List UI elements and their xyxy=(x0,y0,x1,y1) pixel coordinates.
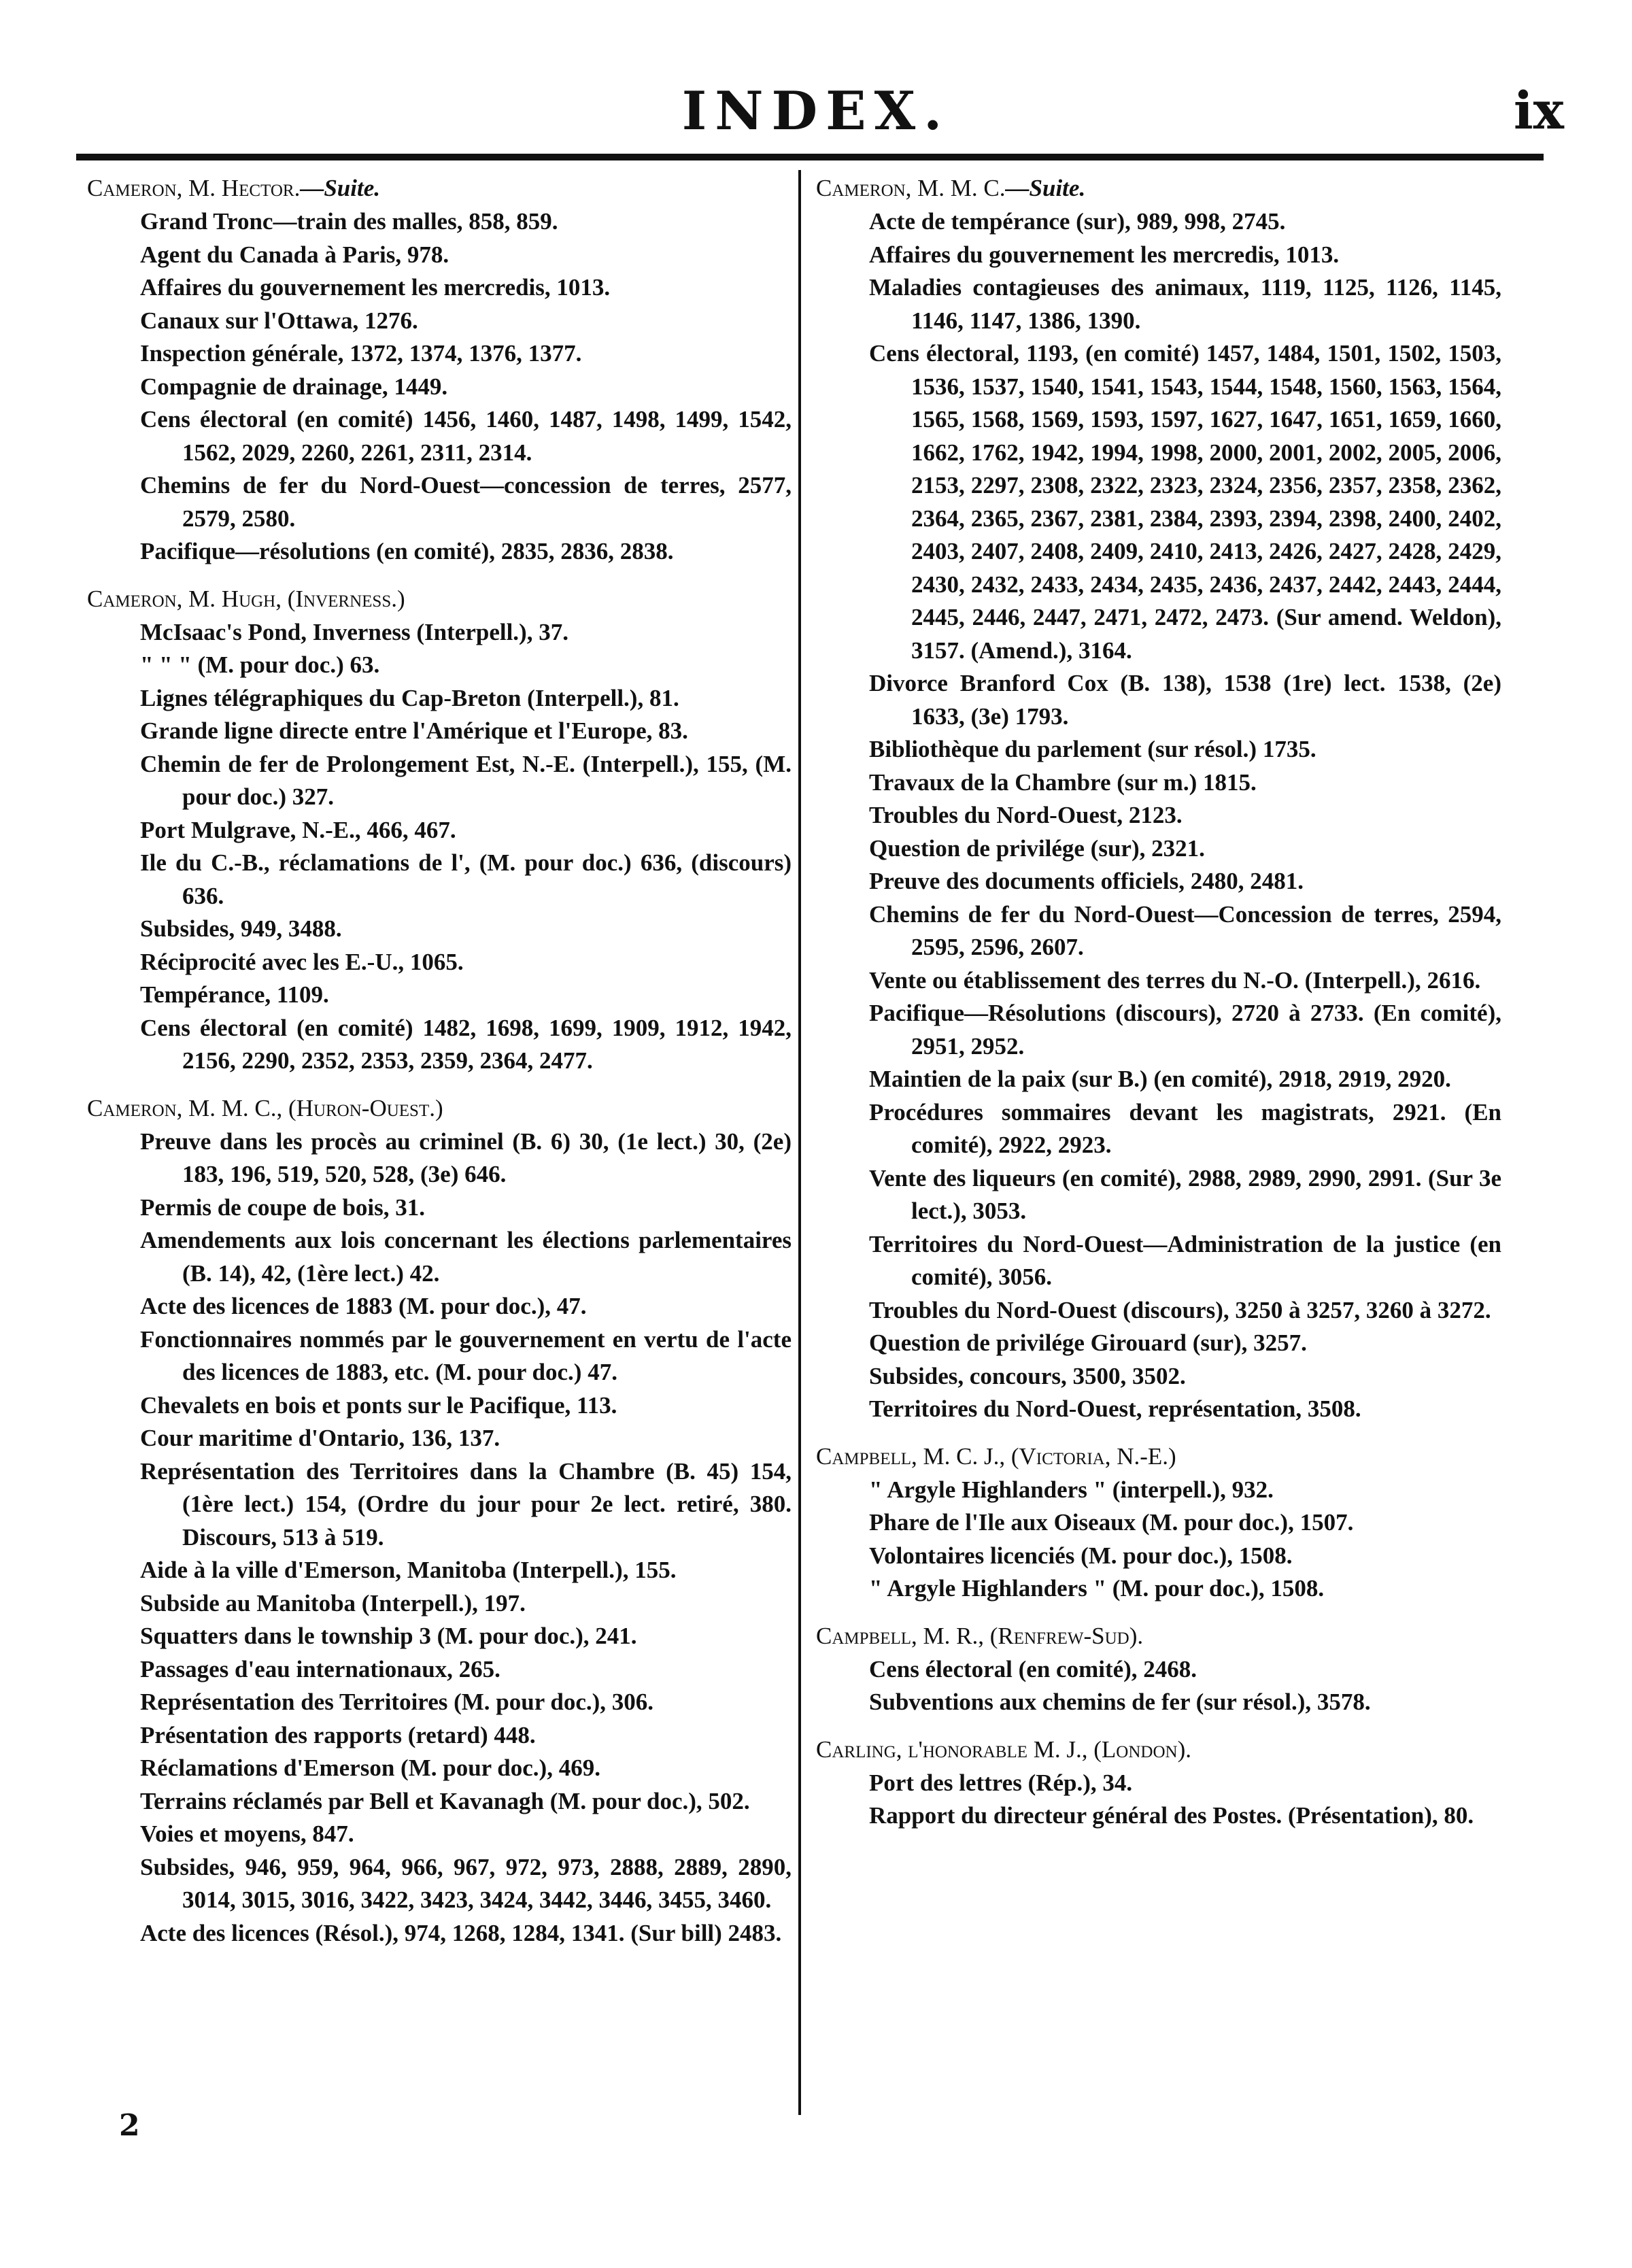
index-entry: Territoires du Nord-Ouest—Administration de la justice (en comité), 3056. xyxy=(869,1230,1501,1290)
index-entry: Port des lettres (Rép.), 34. xyxy=(869,1769,1133,1796)
index-entry: Subsides, concours, 3500, 3502. xyxy=(869,1362,1186,1389)
index-entry: McIsaac's Pond, Inverness (Interpell.), 37. xyxy=(140,618,568,645)
index-entry: Chemins de fer du Nord-Ouest—concession de terres, 2577, 2579, 2580. xyxy=(140,472,792,532)
heading-name: Cameron, M. Hugh, (Inverness.) xyxy=(87,585,405,612)
index-entry: Cens électoral (en comité), 2468. xyxy=(869,1655,1197,1682)
index-entry: Question de privilége Girouard (sur), 3257. xyxy=(869,1330,1307,1356)
index-entry: Inspection générale, 1372, 1374, 1376, 1377. xyxy=(140,340,582,367)
index-entry: Cens électoral, 1193, (en comité) 1457, 1484, 1501, 1502, 1503, 1536, 1537, 1540, 1541, 1543, 1544, 1548, 1560, 1563, 1564, 1565, 1568, 1569, 1593, 1597, 1627, 1647, 1651, 1659, 1660, 1662, 1762, 1942, 1994, 1998, 2000, 2001, 2002, 2005, 2006, 2153, 2297, 2308, 2322, 2323, 2324, 2356, 2357, 2358, 2362, 2364, 2365, 2367, 2381, 2384, 2393, 2394, 2398, 2400, 2402, 2403, 2407, 2408, 2409, 2410, 2413, 2426, 2427, 2428, 2429, 2430, 2432, 2433, 2434, 2435, 2436, 2437, 2442, 2443, 2444, 2445, 2446, 2447, 2471, 2472, 2473. (Sur amend. Weldon), 3157. (Amend.), 3164. xyxy=(869,340,1501,664)
index-entry: Bibliothèque du parlement (sur résol.) 1735. xyxy=(869,736,1316,762)
index-entry: Représentation des Territoires dans la Chambre (B. 45) 154, (1ère lect.) 154, (Ordre du jour pour 2e lect. retiré, 380. Discours, 513 à 519. xyxy=(140,1457,792,1551)
index-entry: Chemin de fer de Prolongement Est, N.-E. (Interpell.), 155, (M. pour doc.) 327. xyxy=(140,750,792,810)
index-heading xyxy=(87,171,792,205)
index-entry: Passages d'eau internationaux, 265. xyxy=(140,1655,500,1682)
index-entry: Subsides, 949, 3488. xyxy=(140,915,342,942)
index-entry: " " " (M. pour doc.) 63. xyxy=(140,651,380,678)
index-entry: Cens électoral (en comité) 1456, 1460, 1487, 1498, 1499, 1542, 1562, 2029, 2260, 2261, 2311, 2314. xyxy=(140,406,792,466)
index-entry: Procédures sommaires devant les magistrats, 2921. (En comité), 2922, 2923. xyxy=(869,1098,1501,1158)
index-entry: Grand Tronc—train des malles, 858, 859. xyxy=(140,208,558,235)
index-entry: Représentation des Territoires (M. pour doc.), 306. xyxy=(140,1689,654,1715)
index-entry: Compagnie de drainage, 1449. xyxy=(140,373,448,400)
index-entry: Affaires du gouvernement les mercredis, 1013. xyxy=(869,241,1340,268)
index-section xyxy=(82,1091,792,1950)
index-entry: Rapport du directeur général des Postes. (Présentation), 80. xyxy=(869,1802,1474,1829)
heading-name: Campbell, M. C. J., (Victoria, N.-E.) xyxy=(816,1442,1176,1470)
index-entry: Tempérance, 1109. xyxy=(140,981,329,1008)
index-section xyxy=(82,171,792,569)
index-entry: Preuve dans les procès au criminel (B. 6) 30, (1e lect.) 30, (2e) 183, 196, 519, 520, 528, (3e) 646. xyxy=(140,1128,792,1187)
index-entry: Permis de coupe de bois, 31. xyxy=(140,1194,426,1221)
column-divider xyxy=(798,170,801,2115)
page-number: ix xyxy=(1513,80,1564,141)
index-section xyxy=(82,582,792,1078)
index-entry: Subside au Manitoba (Interpell.), 197. xyxy=(140,1589,526,1617)
signature-mark: 2 xyxy=(119,2108,140,2143)
index-entry: Ile du C.-B., réclamations de l', (M. pour doc.) 636, (discours) 636. xyxy=(140,849,792,909)
index-entry: Présentation des rapports (retard) 448. xyxy=(140,1721,536,1748)
index-entry: Squatters dans le township 3 (M. pour doc.), 241. xyxy=(140,1623,637,1649)
heading-name: Campbell, M. R., (Renfrew-Sud). xyxy=(816,1622,1144,1649)
index-entry: Troubles du Nord-Ouest (discours), 3250 à 3257, 3260 à 3272. xyxy=(869,1296,1491,1323)
heading-name: Cameron, M. M. C. xyxy=(816,175,1006,201)
index-entry: Pacifique—résolutions (en comité), 2835, 2836, 2838. xyxy=(140,538,674,564)
index-entry: Grande ligne directe entre l'Amérique et l'Europe, 83. xyxy=(140,717,688,744)
index-section xyxy=(811,171,1501,1426)
index-entry: Preuve des documents officiels, 2480, 2481. xyxy=(869,868,1304,894)
heading-name: Cameron, M. Hector. xyxy=(87,175,301,201)
index-entry: Acte des licences de 1883 (M. pour doc.), 47. xyxy=(140,1293,587,1319)
index-entry: Acte de tempérance (sur), 989, 998, 2745. xyxy=(869,208,1286,235)
heading-suite: —Suite. xyxy=(1005,175,1086,201)
index-entry: Réciprocité avec les E.-U., 1065. xyxy=(140,948,464,975)
index-heading xyxy=(816,1733,1501,1767)
index-entry: Phare de l'Ile aux Oiseaux (M. pour doc.), 1507. xyxy=(869,1509,1354,1536)
index-entry: Travaux de la Chambre (sur m.) 1815. xyxy=(869,768,1257,796)
index-entry: Cour maritime d'Ontario, 136, 137. xyxy=(140,1425,500,1451)
index-section xyxy=(811,1440,1501,1606)
heading-name: Carling, l'honorable M. J., (London). xyxy=(816,1736,1191,1763)
index-entry: Chemins de fer du Nord-Ouest—Concession de terres, 2594, 2595, 2596, 2607. xyxy=(869,900,1501,960)
index-entry: Fonctionnaires nommés par le gouvernement en vertu de l'acte des licences de 1883, etc. (M. pour doc.) 47. xyxy=(140,1325,792,1385)
heading-suite: —Suite. xyxy=(300,175,380,201)
page-title: INDEX. xyxy=(681,80,951,142)
index-entry: Territoires du Nord-Ouest, représentation, 3508. xyxy=(869,1395,1361,1422)
index-heading xyxy=(87,582,792,616)
index-entry: Voies et moyens, 847. xyxy=(140,1821,354,1847)
index-entry: Canaux sur l'Ottawa, 1276. xyxy=(140,307,418,334)
index-entry: Lignes télégraphiques du Cap-Breton (Interpell.), 81. xyxy=(140,684,679,711)
index-entry: Subsides, 946, 959, 964, 966, 967, 972, 973, 2888, 2889, 2890, 3014, 3015, 3016, 3422, 3423, 3424, 3442, 3446, 3455, 3460. xyxy=(140,1853,792,1913)
index-entry: Question de privilége (sur), 2321. xyxy=(869,834,1205,862)
index-entry: Chevalets en bois et ponts sur le Pacifique, 113. xyxy=(140,1391,617,1419)
index-entry: Réclamations d'Emerson (M. pour doc.), 469. xyxy=(140,1755,600,1781)
index-entry: Vente ou établissement des terres du N.-O. (Interpell.), 2616. xyxy=(869,966,1481,994)
index-entry: Troubles du Nord-Ouest, 2123. xyxy=(869,802,1183,828)
index-entry: Subventions aux chemins de fer (sur résol.), 3578. xyxy=(869,1689,1371,1715)
index-section xyxy=(811,1733,1501,1833)
index-entry: Agent du Canada à Paris, 978. xyxy=(140,241,449,268)
right-column xyxy=(811,171,1501,1846)
index-entry: Pacifique—Résolutions (discours), 2720 à 2733. (En comité), 2951, 2952. xyxy=(869,1000,1501,1060)
index-entry: Acte des licences (Résol.), 974, 1268, 1284, 1341. (Sur bill) 2483. xyxy=(140,1919,782,1946)
index-section xyxy=(811,1619,1501,1719)
index-entry: Maladies contagieuses des animaux, 1119, 1125, 1126, 1145, 1146, 1147, 1386, 1390. xyxy=(869,274,1501,334)
index-entry: Volontaires licenciés (M. pour doc.), 1508. xyxy=(869,1542,1293,1569)
index-entry: Vente des liqueurs (en comité), 2988, 2989, 2990, 2991. (Sur 3e lect.), 3053. xyxy=(869,1164,1501,1224)
left-column xyxy=(82,171,792,1963)
index-entry: " Argyle Highlanders " (interpell.), 932. xyxy=(869,1476,1274,1503)
index-heading xyxy=(816,1440,1501,1474)
index-entry: " Argyle Highlanders " (M. pour doc.), 1508. xyxy=(869,1575,1325,1602)
index-heading xyxy=(87,1091,792,1125)
index-entry: Terrains réclamés par Bell et Kavanagh (M. pour doc.), 502. xyxy=(140,1787,750,1814)
index-entry: Amendements aux lois concernant les élections parlementaires (B. 14), 42, (1ère lect.) 42. xyxy=(140,1227,792,1287)
index-entry: Port Mulgrave, N.-E., 466, 467. xyxy=(140,816,456,843)
index-entry: Maintien de la paix (sur B.) (en comité), 2918, 2919, 2920. xyxy=(869,1066,1451,1092)
header-rule xyxy=(76,154,1544,160)
index-entry: Aide à la ville d'Emerson, Manitoba (Interpell.), 155. xyxy=(140,1557,677,1583)
heading-name: Cameron, M. M. C., (Huron-Ouest.) xyxy=(87,1094,443,1121)
index-entry: Affaires du gouvernement les mercredis, 1013. xyxy=(140,274,611,301)
index-entry: Divorce Branford Cox (B. 138), 1538 (1re) lect. 1538, (2e) 1633, (3e) 1793. xyxy=(869,670,1501,730)
index-heading xyxy=(816,1619,1501,1653)
index-heading xyxy=(816,171,1501,205)
index-entry: Cens électoral (en comité) 1482, 1698, 1699, 1909, 1912, 1942, 2156, 2290, 2352, 2353, 2359, 2364, 2477. xyxy=(140,1014,792,1074)
